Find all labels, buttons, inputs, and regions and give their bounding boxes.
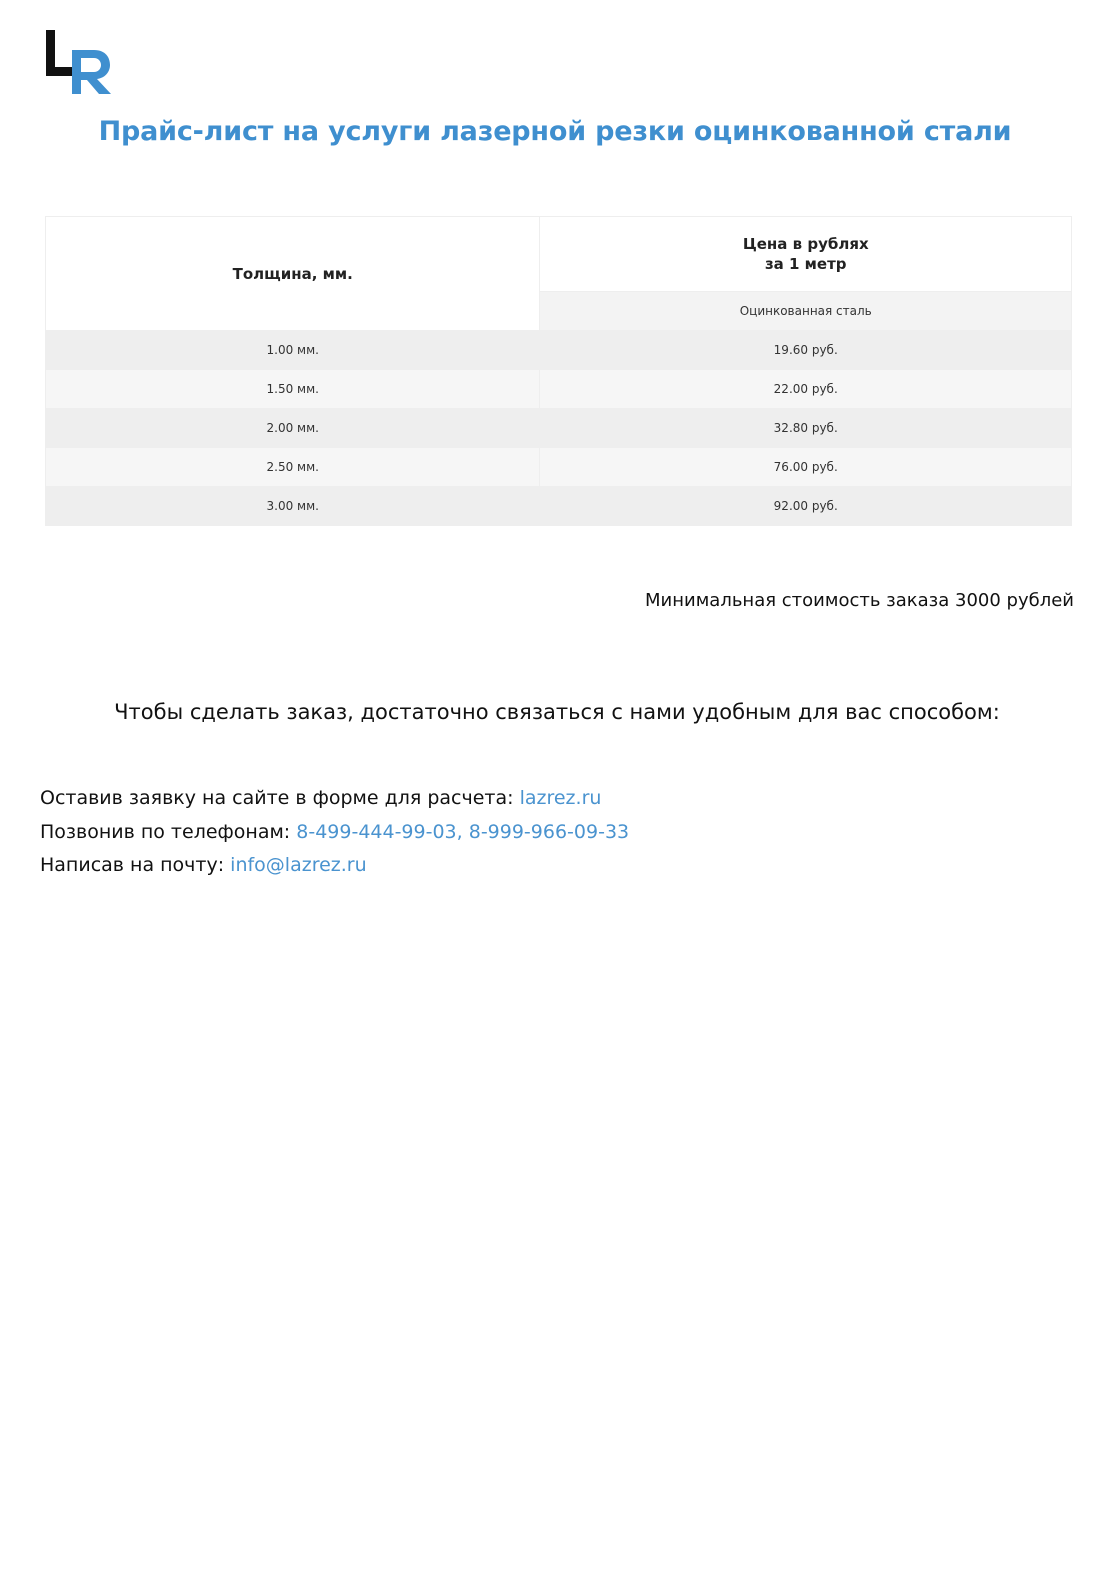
table-row	[46, 487, 1072, 526]
table-row	[46, 409, 1072, 448]
table-row	[46, 370, 1072, 409]
contact-phone-line	[40, 816, 629, 850]
header-thickness: Толщина, мм.	[46, 217, 540, 331]
table-row	[46, 448, 1072, 487]
company-logo	[44, 26, 116, 98]
page-title: Прайс-лист на услуги лазерной резки оцинкованной стали	[98, 116, 1012, 147]
contact-email-label: Написав на почту:	[40, 854, 225, 876]
cell-thickness: 1.00 мм.	[46, 331, 540, 370]
order-call-to-action: Чтобы сделать заказ, достаточно связаться с нами удобным для вас способом:	[114, 700, 1000, 724]
cell-thickness: 3.00 мм.	[46, 487, 540, 526]
contact-email-line	[40, 849, 629, 883]
cell-price: 19.60 руб.	[540, 331, 1072, 370]
contact-phone-label: Позвонив по телефонам:	[40, 820, 291, 843]
header-price-line2: за 1 метр	[764, 255, 847, 273]
contact-site-line	[40, 782, 629, 816]
phone-link[interactable]: 8-499-444-99-03, 8-999-966-09-33	[296, 820, 630, 843]
email-link[interactable]: info@lazrez.ru	[230, 854, 367, 876]
table-header-row	[46, 217, 1072, 292]
contact-site-label: Оставив заявку на сайте в форме для расчета:	[40, 787, 514, 809]
table-row	[46, 331, 1072, 370]
cell-thickness: 1.50 мм.	[46, 370, 540, 409]
subheader-material: Оцинкованная сталь	[540, 292, 1072, 331]
cell-price: 32.80 руб.	[540, 409, 1072, 448]
header-price-line1: Цена в рублях	[742, 235, 869, 253]
contacts-block	[40, 782, 629, 883]
minimum-order-note: Минимальная стоимость заказа 3000 рублей	[645, 590, 1074, 611]
price-table	[45, 216, 1072, 526]
cell-price: 92.00 руб.	[540, 487, 1072, 526]
cell-thickness: 2.00 мм.	[46, 409, 540, 448]
logo-letter-l	[46, 30, 74, 76]
cell-price: 76.00 руб.	[540, 448, 1072, 487]
cell-price: 22.00 руб.	[540, 370, 1072, 409]
logo-letter-r	[72, 50, 111, 94]
site-link[interactable]: lazrez.ru	[519, 787, 602, 809]
cell-thickness: 2.50 мм.	[46, 448, 540, 487]
header-price	[540, 217, 1072, 292]
